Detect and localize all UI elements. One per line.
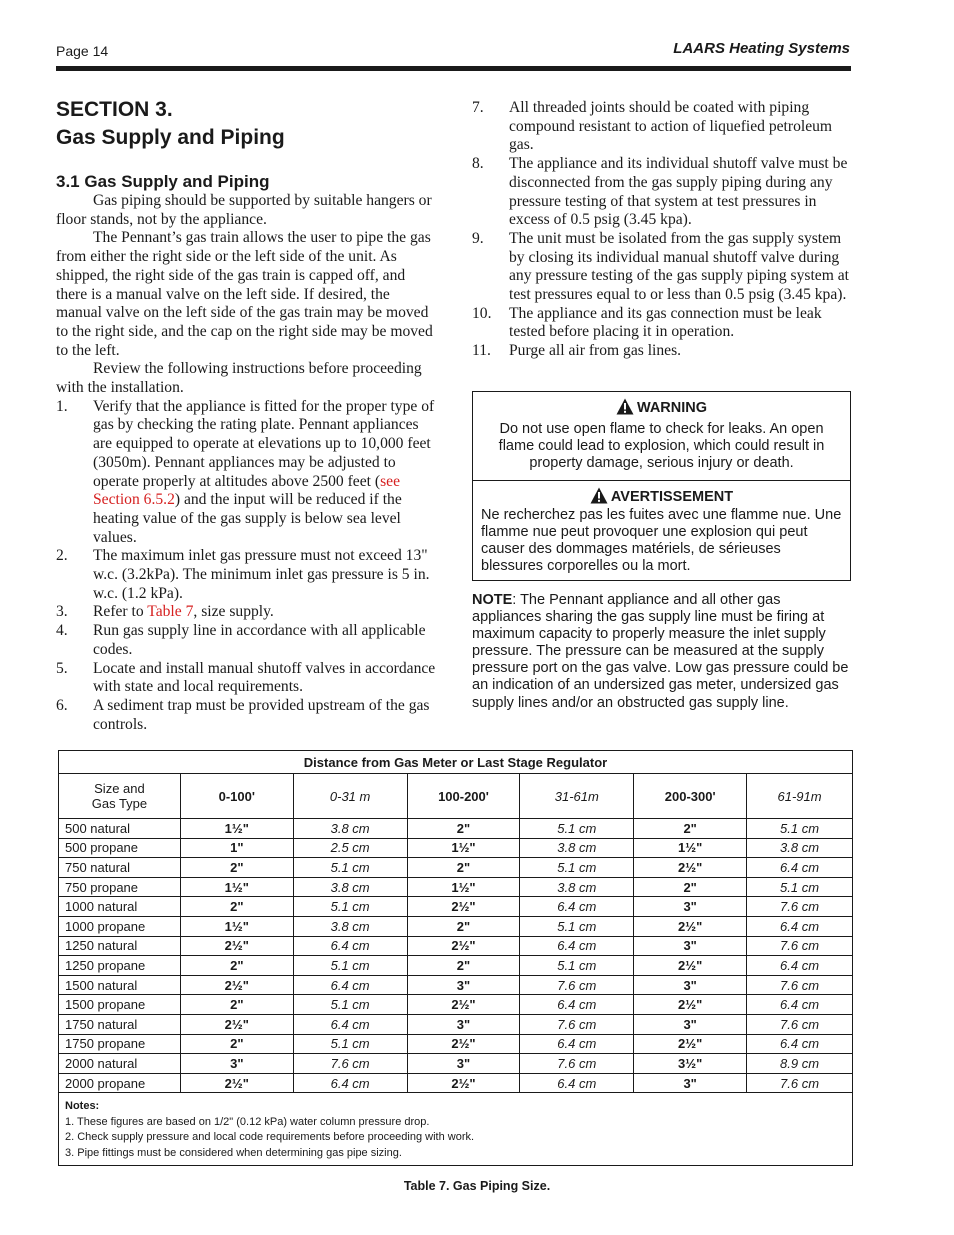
item-text: Refer to Table 7, size supply. bbox=[93, 603, 274, 621]
pipe-size-inch-cell: 3" bbox=[634, 975, 747, 995]
pipe-size-inch-cell: 2½" bbox=[407, 936, 520, 956]
item-number: 7. bbox=[472, 99, 484, 116]
pipe-size-cm-cell: 6.4 cm bbox=[520, 1073, 634, 1093]
pipe-size-inch-cell: 2" bbox=[407, 858, 520, 878]
pipe-size-cm-cell: 5.1 cm bbox=[520, 858, 634, 878]
pipe-size-cm-cell: 5.1 cm bbox=[520, 819, 634, 839]
avertissement-heading: AVERTISSEMENT bbox=[473, 487, 850, 506]
pipe-size-inch-cell: 2½" bbox=[634, 858, 747, 878]
gas-type-cell: 2000 natural bbox=[59, 1054, 181, 1074]
pipe-size-cm-cell: 3.8 cm bbox=[520, 877, 634, 897]
paragraph: The Pennant’s gas train allows the user to pipe the gas from either the right side or the left side of the unit. As shipped, the right side of the gas train is capped off, and there is a manual valve on the left side. If desired, the manual valve on the left side of the gas train may be moved to the right side, and the cap on the right side may be moved to the left. bbox=[56, 229, 433, 359]
gas-type-cell: 1000 natural bbox=[59, 897, 181, 917]
pipe-size-cm-cell: 8.9 cm bbox=[747, 1054, 853, 1074]
pipe-size-inch-cell: 3½" bbox=[634, 1054, 747, 1074]
pipe-size-cm-cell: 5.1 cm bbox=[293, 956, 407, 976]
pipe-size-inch-cell: 2½" bbox=[180, 936, 293, 956]
item-number: 10. bbox=[472, 304, 492, 322]
pipe-size-cm-cell: 5.1 cm bbox=[293, 1034, 407, 1054]
pipe-size-cm-cell: 5.1 cm bbox=[747, 877, 853, 897]
gas-type-cell: 1750 natural bbox=[59, 1014, 181, 1034]
avertissement-text: Ne recherchez pas les fuites avec une flamme nue. Une flamme nue peut provoquer une explosion qui peut causer des dommages matériels, de sérieuses blessures corporelles ou la mort. bbox=[481, 507, 842, 574]
item-number: 9. bbox=[472, 229, 484, 247]
pipe-size-inch-cell: 2½" bbox=[407, 897, 520, 917]
pipe-size-cm-cell: 6.4 cm bbox=[747, 995, 853, 1015]
pipe-size-cm-cell: 3.8 cm bbox=[293, 916, 407, 936]
gas-type-cell: 1500 natural bbox=[59, 975, 181, 995]
pipe-size-cm-cell: 6.4 cm bbox=[747, 1034, 853, 1054]
pipe-size-cm-cell: 6.4 cm bbox=[747, 956, 853, 976]
section-number: SECTION 3. bbox=[56, 98, 173, 121]
gas-type-cell: 1500 propane bbox=[59, 995, 181, 1015]
pipe-size-inch-cell: 2" bbox=[407, 819, 520, 839]
gas-type-cell: 2000 propane bbox=[59, 1073, 181, 1093]
pipe-size-cm-cell: 6.4 cm bbox=[293, 1073, 407, 1093]
table-row bbox=[59, 897, 853, 917]
pipe-size-cm-cell: 5.1 cm bbox=[747, 819, 853, 839]
list-item bbox=[472, 99, 852, 155]
item-text: The unit must be isolated from the gas supply system by closing its individual manual shutoff valve during any pressure testing of the gas supply piping system at test pressures equal to or less than 0.5 psig (3.45 kpa). bbox=[509, 229, 849, 304]
warning-icon bbox=[616, 398, 634, 415]
pipe-size-inch-cell: 1½" bbox=[407, 877, 520, 897]
column-header: 200-300' bbox=[634, 774, 747, 819]
gas-type-cell: 1250 propane bbox=[59, 956, 181, 976]
right-column bbox=[472, 99, 852, 361]
list-item bbox=[56, 660, 436, 697]
gas-piping-table bbox=[58, 750, 853, 1166]
pipe-size-inch-cell: 3" bbox=[407, 1054, 520, 1074]
item-text: All threaded joints should be coated with piping compound resistant to action of liquefied petroleum gas. bbox=[509, 99, 833, 154]
list-item bbox=[472, 305, 852, 342]
pipe-size-cm-cell: 6.4 cm bbox=[293, 975, 407, 995]
list-item bbox=[56, 697, 436, 734]
list-item bbox=[472, 155, 852, 230]
pipe-size-inch-cell: 2" bbox=[407, 956, 520, 976]
pipe-size-inch-cell: 2½" bbox=[407, 1073, 520, 1093]
table-row bbox=[59, 956, 853, 976]
pipe-size-inch-cell: 2" bbox=[180, 897, 293, 917]
pipe-size-inch-cell: 2" bbox=[634, 877, 747, 897]
gas-type-cell: 750 propane bbox=[59, 877, 181, 897]
table-row bbox=[59, 995, 853, 1015]
pipe-size-inch-cell: 1½" bbox=[407, 838, 520, 858]
gas-type-cell: 1000 propane bbox=[59, 916, 181, 936]
item-text: The appliance and its individual shutoff valve must be disconnected from the gas supply piping during any pressure testing of that system at test pressures in excess of 0.5 psig (3.45 kpa). bbox=[509, 155, 848, 229]
column-header: 31-61m bbox=[520, 774, 634, 819]
pipe-size-inch-cell: 2½" bbox=[180, 1014, 293, 1034]
column-header: 0-100' bbox=[180, 774, 293, 819]
item-text: The maximum inlet gas pressure must not exceed 13" w.c. (3.2kPa). The minimum inlet gas pressure is 5 in. w.c. (1.2 kPa). bbox=[93, 547, 430, 602]
paragraph: Gas piping should be supported by suitable hangers or floor stands, not by the appliance. bbox=[56, 192, 432, 228]
item-number: 11. bbox=[472, 342, 491, 360]
pipe-size-inch-cell: 2" bbox=[634, 819, 747, 839]
item-number: 3. bbox=[56, 603, 68, 621]
pipe-size-cm-cell: 3.8 cm bbox=[520, 838, 634, 858]
note-text: : The Pennant appliance and all other gas appliances sharing the gas supply line must be firing at maximum capacity to properly measure the inlet supply pressure. The pressure can be measured at the supply pressure port on the gas valve. Low gas pressure could be an indication of an undersized gas meter, undersized gas supply lines and/or an obstructed gas supply line. bbox=[472, 592, 849, 711]
item-number: 8. bbox=[472, 155, 484, 173]
item-number: 4. bbox=[56, 622, 68, 640]
warning-box bbox=[472, 391, 851, 581]
pipe-size-inch-cell: 2½" bbox=[407, 1034, 520, 1054]
pipe-size-cm-cell: 6.4 cm bbox=[520, 936, 634, 956]
table-row bbox=[59, 916, 853, 936]
note-paragraph bbox=[472, 592, 850, 712]
pipe-size-cm-cell: 7.6 cm bbox=[747, 897, 853, 917]
pipe-size-inch-cell: 2½" bbox=[180, 975, 293, 995]
table-row bbox=[59, 1054, 853, 1074]
list-item bbox=[56, 398, 436, 548]
warning-divider bbox=[473, 480, 850, 481]
item-text: Purge all air from gas lines. bbox=[509, 342, 682, 360]
list-item bbox=[56, 547, 436, 603]
table-title: Distance from Gas Meter or Last Stage Regulator bbox=[59, 751, 853, 774]
table-row bbox=[59, 1014, 853, 1034]
gas-type-cell: 1250 natural bbox=[59, 936, 181, 956]
item-text: Locate and install manual shutoff valves in accordance with state and local requirements. bbox=[93, 659, 436, 696]
table-row bbox=[59, 975, 853, 995]
subsection-title: 3.1 Gas Supply and Piping bbox=[56, 172, 270, 191]
pipe-size-cm-cell: 7.6 cm bbox=[520, 1014, 634, 1034]
warning-icon bbox=[590, 487, 608, 504]
pipe-size-inch-cell: 3" bbox=[634, 1014, 747, 1034]
pipe-size-inch-cell: 2½" bbox=[634, 995, 747, 1015]
warning-heading: WARNING bbox=[473, 392, 850, 417]
pipe-size-cm-cell: 6.4 cm bbox=[520, 897, 634, 917]
pipe-size-inch-cell: 2" bbox=[180, 1034, 293, 1054]
pipe-size-inch-cell: 2½" bbox=[180, 1073, 293, 1093]
pipe-size-inch-cell: 3" bbox=[407, 1014, 520, 1034]
pipe-size-inch-cell: 3" bbox=[634, 897, 747, 917]
paragraph: Review the following instructions before proceeding with the installation. bbox=[56, 360, 422, 397]
notes-title: Notes: bbox=[65, 1100, 100, 1113]
pipe-size-cm-cell: 7.6 cm bbox=[747, 1014, 853, 1034]
table-row bbox=[59, 1034, 853, 1054]
table-row bbox=[59, 1073, 853, 1093]
section-name: Gas Supply and Piping bbox=[56, 126, 285, 149]
list-item bbox=[472, 342, 852, 361]
note-item: 1. These figures are based on 1/2" (0.12 kPa) water column pressure drop. bbox=[65, 1115, 430, 1128]
pipe-size-inch-cell: 1½" bbox=[180, 819, 293, 839]
pipe-size-inch-cell: 3" bbox=[180, 1054, 293, 1074]
column-header: 0-31 m bbox=[293, 774, 407, 819]
gas-type-cell: 750 natural bbox=[59, 858, 181, 878]
pipe-size-cm-cell: 7.6 cm bbox=[747, 936, 853, 956]
column-header: 100-200' bbox=[407, 774, 520, 819]
item-number: 2. bbox=[56, 547, 68, 565]
item-text: Run gas supply line in accordance with all applicable codes. bbox=[93, 622, 426, 658]
section-title bbox=[56, 96, 436, 152]
item-number: 1. bbox=[56, 397, 68, 415]
page-number: Page 14 bbox=[56, 43, 109, 59]
warning-text: Do not use open flame to check for leaks. An open flame could lead to explosion, which could result in property damage, serious injury or death. bbox=[498, 421, 825, 471]
pipe-size-inch-cell: 1" bbox=[180, 838, 293, 858]
pipe-size-cm-cell: 6.4 cm bbox=[293, 1014, 407, 1034]
pipe-size-inch-cell: 1½" bbox=[634, 838, 747, 858]
gas-type-cell: 500 natural bbox=[59, 819, 181, 839]
column-header: 61-91m bbox=[747, 774, 853, 819]
pipe-size-cm-cell: 6.4 cm bbox=[747, 858, 853, 878]
pipe-size-inch-cell: 3" bbox=[634, 936, 747, 956]
table-link[interactable]: Table 7 bbox=[147, 603, 194, 621]
pipe-size-inch-cell: 1½" bbox=[180, 916, 293, 936]
pipe-size-cm-cell: 3.8 cm bbox=[747, 838, 853, 858]
table-row bbox=[59, 819, 853, 839]
pipe-size-inch-cell: 2½" bbox=[634, 916, 747, 936]
pipe-size-cm-cell: 7.6 cm bbox=[520, 1054, 634, 1074]
note-item: 2. Check supply pressure and local code requirements before proceeding with work. bbox=[65, 1131, 475, 1144]
section-link[interactable]: see Section 6.5.2 bbox=[93, 472, 400, 509]
pipe-size-inch-cell: 2½" bbox=[407, 995, 520, 1015]
brand-header: LAARS Heating Systems bbox=[673, 40, 850, 57]
pipe-size-cm-cell: 7.6 cm bbox=[293, 1054, 407, 1074]
pipe-size-inch-cell: 1½" bbox=[180, 877, 293, 897]
pipe-size-cm-cell: 7.6 cm bbox=[520, 975, 634, 995]
item-text: Verify that the appliance is fitted for the proper type of gas by checking the rating plate. Pennant appliances are equipped to operate at elevations up to 10,000 feet (3050m). Pennant appliances may be adjusted to operate properly at altitudes above 2500 feet (see Section 6.5.2) and the input will be reduced if the heating value of the gas supply is below sea level values. bbox=[93, 397, 435, 546]
note-item: 3. Pipe fittings must be considered when determining gas pipe sizing. bbox=[65, 1146, 402, 1159]
header-rule bbox=[56, 66, 851, 71]
pipe-size-inch-cell: 3" bbox=[407, 975, 520, 995]
pipe-size-inch-cell: 2" bbox=[407, 916, 520, 936]
list-item bbox=[472, 230, 852, 305]
table-caption: Table 7. Gas Piping Size. bbox=[403, 1179, 551, 1193]
pipe-size-cm-cell: 3.8 cm bbox=[293, 877, 407, 897]
pipe-size-inch-cell: 2" bbox=[180, 956, 293, 976]
item-text: A sediment trap must be provided upstream of the gas controls. bbox=[93, 696, 430, 733]
pipe-size-inch-cell: 2½" bbox=[634, 956, 747, 976]
pipe-size-cm-cell: 6.4 cm bbox=[747, 916, 853, 936]
list-item bbox=[56, 603, 436, 622]
pipe-size-cm-cell: 6.4 cm bbox=[520, 995, 634, 1015]
table-notes bbox=[59, 1093, 853, 1166]
list-item bbox=[56, 622, 436, 659]
note-label: NOTE bbox=[472, 592, 513, 608]
item-text: The appliance and its gas connection must be leak tested before placing it in operation. bbox=[509, 304, 822, 341]
pipe-size-inch-cell: 3" bbox=[634, 1073, 747, 1093]
pipe-size-cm-cell: 5.1 cm bbox=[520, 916, 634, 936]
pipe-size-cm-cell: 5.1 cm bbox=[293, 995, 407, 1015]
table-row bbox=[59, 936, 853, 956]
table-row bbox=[59, 877, 853, 897]
pipe-size-cm-cell: 6.4 cm bbox=[520, 1034, 634, 1054]
pipe-size-cm-cell: 5.1 cm bbox=[520, 956, 634, 976]
left-column bbox=[56, 96, 436, 734]
pipe-size-cm-cell: 2.5 cm bbox=[293, 838, 407, 858]
item-number: 6. bbox=[56, 696, 68, 714]
gas-type-cell: 500 propane bbox=[59, 838, 181, 858]
pipe-size-inch-cell: 2" bbox=[180, 995, 293, 1015]
table-row bbox=[59, 858, 853, 878]
pipe-size-cm-cell: 3.8 cm bbox=[293, 819, 407, 839]
gas-type-cell: 1750 propane bbox=[59, 1034, 181, 1054]
pipe-size-cm-cell: 7.6 cm bbox=[747, 1073, 853, 1093]
pipe-size-cm-cell: 6.4 cm bbox=[293, 936, 407, 956]
size-header: Size and Gas Type bbox=[59, 774, 181, 819]
pipe-size-cm-cell: 5.1 cm bbox=[293, 858, 407, 878]
pipe-size-inch-cell: 2" bbox=[180, 858, 293, 878]
pipe-size-cm-cell: 7.6 cm bbox=[747, 975, 853, 995]
pipe-size-cm-cell: 5.1 cm bbox=[293, 897, 407, 917]
item-number: 5. bbox=[56, 659, 68, 677]
table-row bbox=[59, 838, 853, 858]
pipe-size-inch-cell: 2½" bbox=[634, 1034, 747, 1054]
